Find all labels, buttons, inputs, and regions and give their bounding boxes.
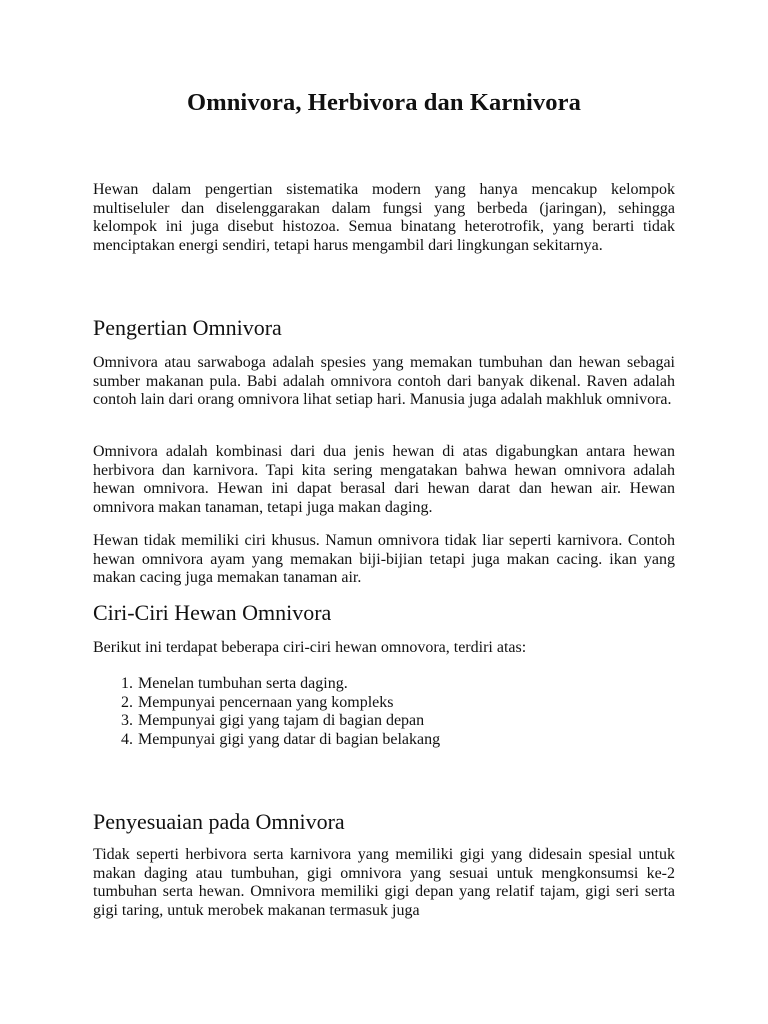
section-heading: Penyesuaian pada Omnivora bbox=[93, 809, 345, 834]
list-item-number: 2. bbox=[121, 693, 133, 711]
section-ciri-ciri-hewan-omnivora bbox=[93, 599, 675, 627]
intro-block bbox=[93, 181, 675, 255]
list-item-number: 4. bbox=[121, 730, 133, 748]
section-1-paragraph-2-block bbox=[93, 443, 675, 517]
intro-paragraph: Hewan dalam pengertian sistematika modern yang hanya mencakup kelompok multiseluler dan diselenggarakan dalam fungsi yang berbeda (jaringan), sehingga kelompok ini juga disebut histozoa. Semua binatang heterotrofik, yang berarti tidak menciptakan energi sendiri, tetapi harus mengambil dari lingkungan sekitarnya. bbox=[93, 181, 675, 254]
numbered-list bbox=[93, 675, 675, 749]
list-item bbox=[93, 731, 675, 750]
section-heading: Ciri-Ciri Hewan Omnivora bbox=[93, 600, 332, 625]
section-heading: Pengertian Omnivora bbox=[93, 315, 282, 340]
section-2-intro-block bbox=[93, 639, 675, 658]
section-penyesuaian-pada-omnivora bbox=[93, 808, 675, 836]
list-item-text: Mempunyai gigi yang datar di bagian belakang bbox=[138, 730, 441, 748]
list-item-text: Menelan tumbuhan serta daging. bbox=[138, 675, 348, 692]
list-item-number: 1. bbox=[121, 675, 133, 692]
list-item bbox=[93, 694, 675, 713]
section-paragraph: Tidak seperti herbivora serta karnivora yang memiliki gigi yang didesain spesial untuk makan daging atau tumbuhan, gigi omnivora yang sesuai untuk mengkonsumsi ke-2 tumbuhan serta hewan. Omnivora memiliki gigi depan yang relatif tajam, gigi seri serta gigi taring, untuk merobek makanan termasuk juga bbox=[93, 846, 675, 919]
document-title: Omnivora, Herbivora dan Karnivora bbox=[187, 89, 581, 116]
section-paragraph: Omnivora atau sarwaboga adalah spesies yang memakan tumbuhan dan hewan sebagai sumber makanan pula. Babi adalah omnivora contoh dari banyak dikenal. Raven adalah contoh lain dari orang omnivora lihat setiap hari. Manusia juga adalah makhluk omnivora. bbox=[93, 354, 675, 409]
section-pengertian-omnivora bbox=[93, 314, 675, 342]
section-3-paragraph-1-block bbox=[93, 846, 675, 920]
section-1-paragraph-3-block bbox=[93, 532, 675, 588]
ciri-ciri-list-block bbox=[93, 675, 675, 749]
list-item bbox=[93, 712, 675, 731]
list-item bbox=[93, 675, 675, 694]
section-1-paragraph-1-block bbox=[93, 354, 675, 410]
section-paragraph: Omnivora adalah kombinasi dari dua jenis hewan di atas digabungkan antara hewan herbivora dan karnivora. Tapi kita sering mengatakan bahwa hewan omnivora adalah hewan omnivora. Hewan ini dapat berasal dari hewan darat dan hewan air. Hewan omnivora makan tanaman, tetapi juga makan daging. bbox=[93, 443, 675, 516]
list-item-text: Mempunyai pencernaan yang kompleks bbox=[138, 693, 394, 711]
section-paragraph: Hewan tidak memiliki ciri khusus. Namun omnivora tidak liar seperti karnivora. Contoh hewan omnivora ayam yang memakan biji-bijian tetapi juga makan cacing. ikan yang makan cacing juga memakan tanaman air. bbox=[93, 532, 675, 587]
list-item-number: 3. bbox=[121, 712, 133, 730]
list-item-text: Mempunyai gigi yang tajam di bagian depan bbox=[138, 712, 425, 730]
section-paragraph: Berikut ini terdapat beberapa ciri-ciri hewan omnovora, terdiri atas: bbox=[93, 639, 527, 656]
